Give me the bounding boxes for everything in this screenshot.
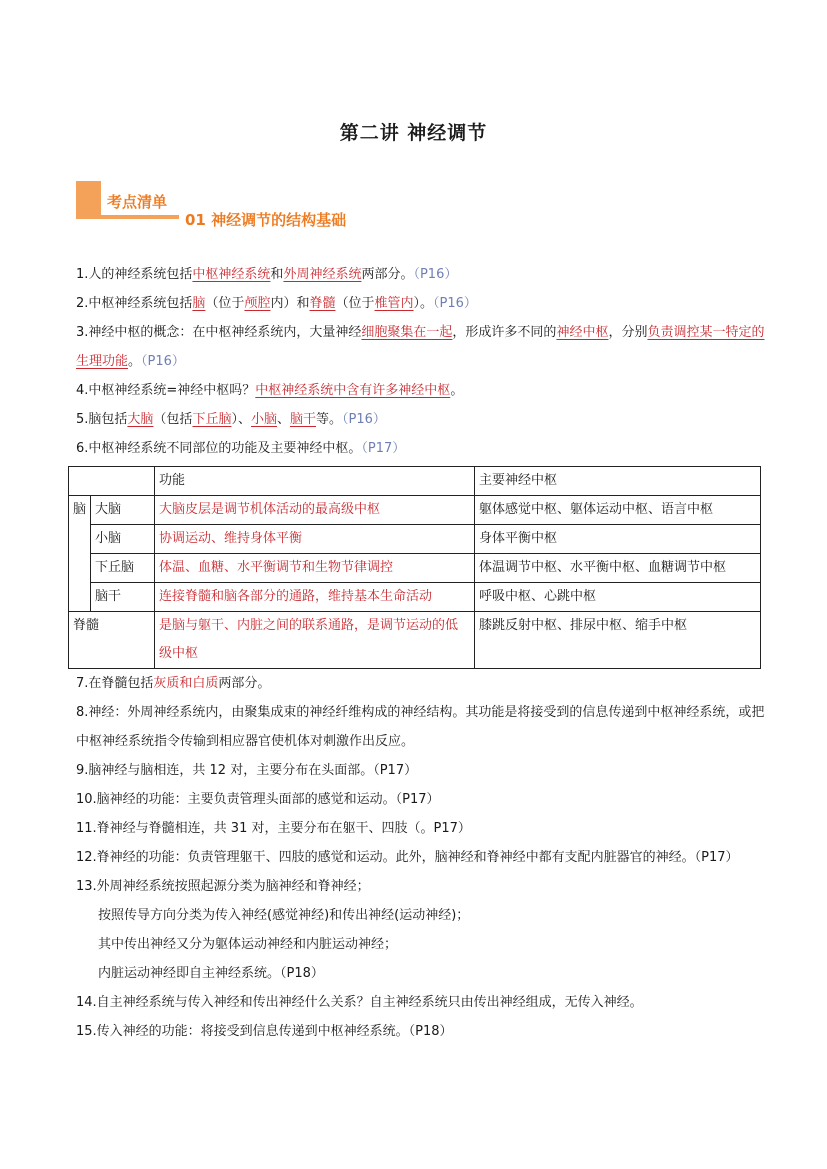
part-cell: 大脑 xyxy=(91,496,155,525)
center-cell: 身体平衡中枢 xyxy=(475,525,761,554)
item-5 xyxy=(76,405,766,434)
text: ，分别 xyxy=(608,325,648,340)
part-cell: 小脑 xyxy=(91,525,155,554)
text: 5.脑包括 xyxy=(76,412,128,427)
text: 2.中枢神经系统包括 xyxy=(76,296,193,311)
item-13-sub: 内脏运动神经即自主神经系统。（P18） xyxy=(98,966,324,981)
page-ref: （P16） xyxy=(433,296,477,311)
answer: 神经中枢 xyxy=(556,325,609,340)
item-10: 10.脑神经的功能：主要负责管理头面部的感觉和运动。（P17） xyxy=(76,792,440,807)
text: 4.中枢神经系统=神经中枢吗？ xyxy=(76,383,256,398)
center-cell: 躯体感觉中枢、躯体运动中枢、语言中枢 xyxy=(475,496,761,525)
answer: 中枢神经系统 xyxy=(192,267,271,282)
table-row xyxy=(69,612,761,669)
text: 两部分。 xyxy=(218,676,271,691)
item-9: 9.脑神经与脑相连，共 12 对，主要分布在头面部。（P17） xyxy=(76,763,418,778)
part-cell: 脑干 xyxy=(91,583,155,612)
answer: 椎管内 xyxy=(374,296,414,311)
answer: 小脑 xyxy=(250,412,277,427)
item-14: 14.自主神经系统与传入神经和传出神经什么关系？自主神经系统只由传出神经组成，无传入神经。 xyxy=(76,995,643,1010)
item-15: 15.传入神经的功能：将接受到信息传递到中枢神经系统。（P18） xyxy=(76,1024,453,1039)
item-6 xyxy=(76,434,766,463)
text: （包括 xyxy=(153,412,193,427)
answer: 大脑 xyxy=(127,412,154,427)
text: 内）和 xyxy=(270,296,310,311)
table-cell xyxy=(69,467,155,496)
text: 。 xyxy=(450,383,464,398)
table-row xyxy=(69,554,761,583)
text: 等。 xyxy=(316,412,343,427)
item-11: 11.脊神经与脊髓相连，共 31 对，主要分布在躯干、四肢（。P17） xyxy=(76,821,471,836)
function-cell: 连接脊髓和脑各部分的通路，维持基本生命活动 xyxy=(155,583,475,612)
text: 1.人的神经系统包括 xyxy=(76,267,193,282)
table-row xyxy=(69,525,761,554)
item-13-sub: 其中传出神经又分为躯体运动神经和内脏运动神经； xyxy=(98,937,398,952)
table-cell xyxy=(69,554,91,583)
center-cell: 体温调节中枢、水平衡中枢、血糖调节中枢 xyxy=(475,554,761,583)
answer: 灰质和白质 xyxy=(153,676,219,691)
item-12: 12.脊神经的功能：负责管理躯干、四肢的感觉和运动。此外，脑神经和脊神经中都有支配内脏器官的神经。（P17） xyxy=(76,850,739,865)
item-7 xyxy=(76,669,766,698)
function-table xyxy=(68,466,761,669)
item-4 xyxy=(76,376,766,405)
function-cell: 是脑与躯干、内脏之间的联系通路，是调节运动的低级中枢 xyxy=(155,612,475,669)
table-header-row xyxy=(69,467,761,496)
table-cell xyxy=(69,525,91,554)
function-cell: 大脑皮层是调节机体活动的最高级中枢 xyxy=(155,496,475,525)
answer: 脑 xyxy=(192,296,206,311)
part-cell: 下丘脑 xyxy=(91,554,155,583)
function-cell: 体温、血糖、水平衡调节和生物节律调控 xyxy=(155,554,475,583)
page-ref: （P16） xyxy=(342,412,386,427)
answer: 脊髓 xyxy=(309,296,336,311)
table-cell xyxy=(69,583,91,612)
table-header-function: 功能 xyxy=(155,467,475,496)
item-1 xyxy=(76,260,766,289)
table-row xyxy=(69,583,761,612)
badge-square-icon xyxy=(76,181,101,215)
table-header-center: 主要神经中枢 xyxy=(475,467,761,496)
badge-underline xyxy=(76,215,179,219)
item-13-sub: 按照传导方向分类为传入神经(感觉神经)和传出神经(运动神经)； xyxy=(98,908,470,923)
content xyxy=(73,260,766,1046)
section-title: 01 神经调节的结构基础 xyxy=(185,211,347,229)
table-row xyxy=(69,496,761,525)
page-ref: （P16） xyxy=(413,267,458,282)
text: 和 xyxy=(270,267,284,282)
item-3 xyxy=(76,318,766,376)
page-ref: （P17） xyxy=(361,441,406,456)
answer: 下丘脑 xyxy=(192,412,232,427)
text: 。 xyxy=(128,354,142,369)
center-cell: 膝跳反射中枢、排尿中枢、缩手中枢 xyxy=(475,612,761,669)
text: ，形成许多不同的 xyxy=(452,325,557,340)
text: （位于 xyxy=(205,296,245,311)
function-cell: 协调运动、维持身体平衡 xyxy=(155,525,475,554)
answer: 负责调控某一特定的生理功能 xyxy=(76,325,765,369)
text: （位于 xyxy=(335,296,375,311)
center-cell: 呼吸中枢、心跳中枢 xyxy=(475,583,761,612)
text: 6.中枢神经系统不同部位的功能及主要神经中枢。 xyxy=(76,441,362,456)
answer: 颅腔 xyxy=(244,296,271,311)
badge-label: 考点清单 xyxy=(107,193,168,211)
spine-label: 脊髓 xyxy=(69,612,155,669)
item-8: 8.神经：外周神经系统内，由聚集成束的神经纤维构成的神经结构。其功能是将接受到的信息传递到中枢神经系统，或把中枢神经系统指令传输到相应器官使机体对刺激作出反应。 xyxy=(76,705,765,749)
text: 7.在脊髓包括 xyxy=(76,676,154,691)
text: 3.神经中枢的概念：在中枢神经系统内，大量神经 xyxy=(76,325,362,340)
page-ref: （P16） xyxy=(141,354,185,369)
item-2 xyxy=(76,289,766,318)
answer: 中枢神经系统中含有许多神经中枢 xyxy=(255,383,451,398)
page-title: 第二讲 神经调节 xyxy=(339,122,488,144)
brain-label: 脑 xyxy=(69,496,91,525)
answer: 外周神经系统 xyxy=(283,267,362,282)
text: 、 xyxy=(276,412,290,427)
answer: 脑干 xyxy=(290,412,317,427)
item-13: 13.外周神经系统按照起源分类为脑神经和脊神经； xyxy=(76,879,370,894)
text: 两部分。 xyxy=(361,267,414,282)
text: ）。 xyxy=(413,296,434,311)
text: ）、 xyxy=(231,412,251,427)
answer: 细胞聚集在一起 xyxy=(361,325,453,340)
